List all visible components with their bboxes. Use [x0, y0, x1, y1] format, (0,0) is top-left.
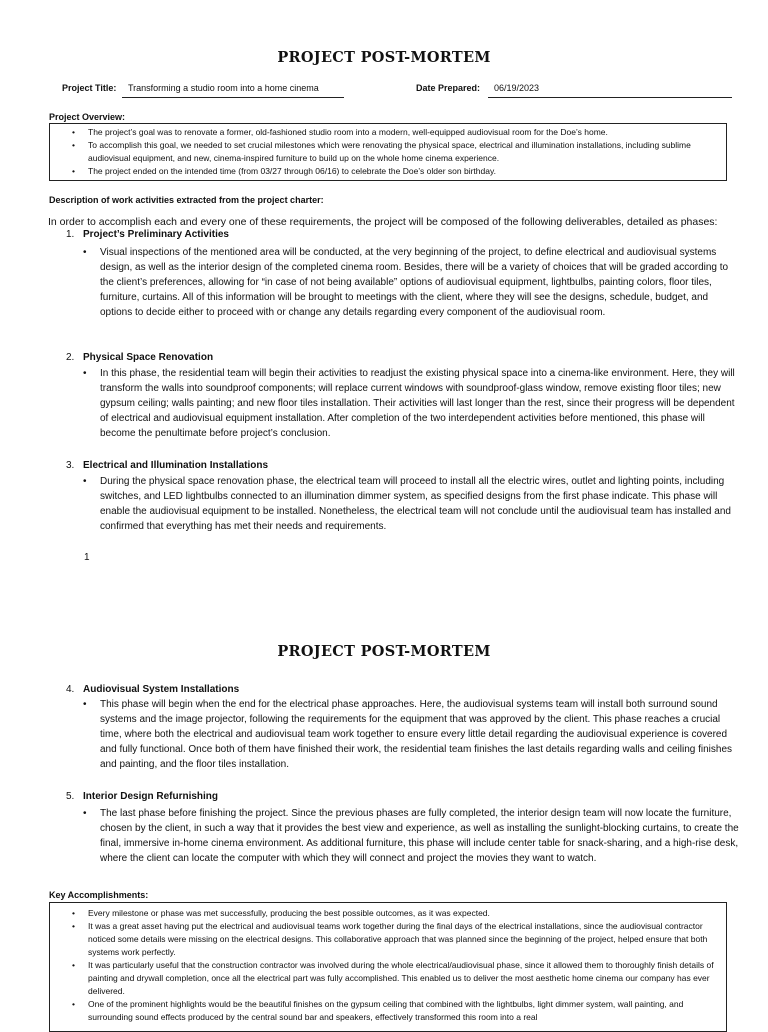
- key-accomplishments-box: [49, 902, 727, 1032]
- phase-title: Project’s Preliminary Activities: [83, 229, 229, 240]
- phase-title: Physical Space Renovation: [83, 352, 214, 363]
- phase-description: In this phase, the residential team will begin their activities to readjust the existing physical space into a cinema-like environment. Here, they will transform the walls into soundproof components; will replace current windows with soundproof-glass window, remove existing floor tiles; new gypsum ceiling; walls painting; and new floor tiles installation. Their activities will last longer than the rest, since their progress will be dependent of electrical and audiovisual equipment installation. After completion of the two interdependent activities before mentioned, this phase will become the penultimate before project’s conclusion.: [100, 368, 735, 439]
- phase-number: 1.: [66, 229, 75, 240]
- page-title: PROJECT POST-MORTEM: [277, 643, 491, 660]
- bullet-icon: •: [72, 999, 75, 1009]
- overview-item: • The project ended on the intended time (from 03/27 through 06/16) to celebrate the Doe’s older son birthday.: [72, 166, 496, 176]
- phase-title: Electrical and Illumination Installations: [83, 460, 269, 471]
- bullet-icon: •: [83, 368, 87, 379]
- phase-number: 3.: [66, 460, 75, 471]
- bullet-icon: •: [83, 476, 87, 487]
- date-prepared-label: Date Prepared:: [416, 83, 481, 93]
- phase-description: The last phase before finishing the project. Since the previous phases are fully completed, the interior design team will now locate the furniture, chosen by the client, in such a way that it provides the best view and experience, as well as installing the sunlight-blocking curtains, to create the final, immersive in-home cinema environment. As additional furniture, this phase will include center table for snack-sharing, and a high-rise desk, where the client can locate the computer with which they will connect and project the movies they want to watch.: [100, 808, 739, 864]
- bullet-icon: •: [72, 921, 75, 931]
- key-accomplishments-label: Key Accomplishments:: [49, 890, 149, 900]
- project-title-underline: [122, 97, 344, 98]
- overview-item: • To accomplish this goal, we needed to set crucial milestones which were renovating the physical space, electrical and illumination installations, including sublime audiovisual equipment, and new, cinema-inspired furniture to build up on the whole home cinema experience.: [72, 140, 691, 163]
- project-title-label: Project Title:: [62, 83, 117, 93]
- phase-description: During the physical space renovation phase, the electrical team will proceed to install all the electric wires, outlet and lighting points, including switches, and LED lightbulbs connected to an illumination dimmer system, as specified designs from the first phase indicate. This phase will enable the audiovisual equipment to be installed. Nonetheless, the electrical team will not conclude until the audiovisual team has installed and confirmed that everything has met their needs and requirements.: [100, 476, 731, 532]
- overview-item: • The project’s goal was to renovate a former, old-fashioned studio room into a modern, well-equipped audiovisual room for the Doe’s home.: [72, 127, 608, 137]
- phase-description: Visual inspections of the mentioned area will be conducted, at the very beginning of the project, to define electrical and audiovisual systems design, as well as the interior design of the completed cinema room. Besides, there will be a variety of choices that will be graded according to the client’s preferences, allowing for “in case of not being available” options of audiovisual equipment, lightbulbs, painting colors, floor tiles, furniture, curtains. All of this information will be brought to meetings with the client, where they will see the designs, schedule, budget, and options to decide either to proceed with or change any details regarding every component of the audiovisual room.: [100, 247, 729, 318]
- bullet-icon: •: [83, 247, 87, 258]
- bullet-icon: •: [72, 127, 75, 137]
- bullet-icon: •: [83, 808, 87, 819]
- accomplishment-item: • One of the prominent highlights would be the beautiful finishes on the gypsum ceiling that combined with the lightbulbs, light dimmer system, wall painting, and surrounding sound effects produced by the central sound bar and speakers, effectively transformed this room into a real: [72, 999, 684, 1022]
- bullet-icon: •: [72, 960, 75, 970]
- accomplishment-item: • Every milestone or phase was met successfully, producing the best possible outcomes, as it was expected.: [72, 908, 490, 918]
- phase-description: This phase will begin when the end for the electrical phase approaches. Here, the audiovisual systems team will install both surround sound systems and the image projector, following the requirements for the equipment that was approved by the client. This phase reaches a crucial time, where both the electrical and audiovisual team work together to ensure every little detail regarding the audiovisual experience is covered and fully functional. Once both of them have finished their work, the residential team finishes the last details regarding walls and ceiling finishes and painting, and the floor tiles installation.: [100, 699, 733, 770]
- phase-number: 4.: [66, 684, 75, 695]
- project-overview-label: Project Overview:: [49, 112, 126, 122]
- bullet-icon: •: [83, 699, 87, 710]
- phase-number: 5.: [66, 791, 75, 802]
- project-overview-box: [49, 123, 727, 181]
- phase-title: Interior Design Refurnishing: [83, 791, 219, 802]
- accomplishment-item: • It was a great asset having put the electrical and audiovisual teams work together during the final days of the electrical installations, since the audiovisual contractor noticed some details were missing on the electrical designs. This collaborative approach that was planned since the beginning of the project, helped ensure that both systems work perfectly.: [72, 921, 708, 957]
- accomplishment-item: • It was particularly useful that the construction contractor was involved during the whole electrical/audiovisual phase, since it allowed them to thoroughly finish details of painting and drywall completion, once all the electrical part was fully accomplished. This enabled us to deliver the most aesthetic home cinema our company has ever delivered.: [72, 960, 714, 996]
- bullet-icon: •: [72, 140, 75, 150]
- date-prepared-value: 06/19/2023: [494, 83, 540, 93]
- work-description-label: Description of work activities extracted from the project charter:: [49, 195, 324, 205]
- bullet-icon: •: [72, 908, 75, 918]
- page-number: 1: [84, 552, 90, 563]
- date-prepared-underline: [488, 97, 732, 98]
- phases-intro: In order to accomplish each and every one of these requirements, the project will be composed of the following deliverables, detailed as phases:: [48, 216, 718, 228]
- bullet-icon: •: [72, 166, 75, 176]
- project-title-value: Transforming a studio room into a home cinema: [128, 83, 319, 93]
- page-title: PROJECT POST-MORTEM: [277, 49, 491, 66]
- phase-title: Audiovisual System Installations: [83, 684, 240, 695]
- phase-number: 2.: [66, 352, 75, 363]
